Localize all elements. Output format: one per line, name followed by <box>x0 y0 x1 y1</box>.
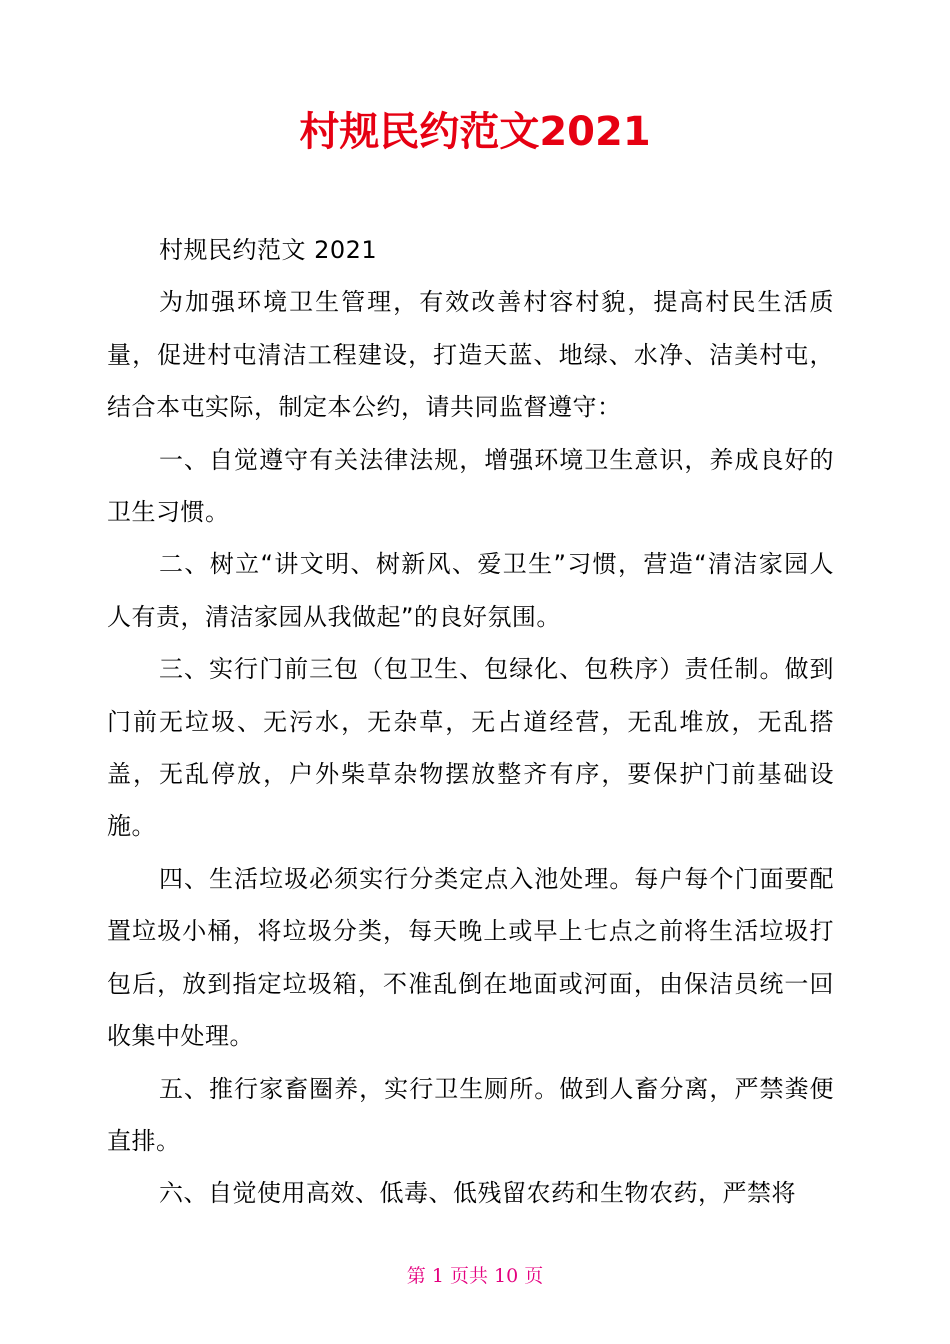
page-footer: 第 1 页共 10 页 <box>406 1265 544 1287</box>
paragraph-article-2: 二、树立“讲文明、树新风、爱卫生”习惯，营造“清洁家园人人有责，清洁家园从我做起”的良好氛围。 <box>107 550 834 631</box>
paragraph-intro: 为加强环境卫生管理，有效改善村容村貌，提高村民生活质量，促进村屯清洁工程建设，打造天蓝、地绿、水净、洁美村屯，结合本屯实际，制定本公约，请共同监督遵守： <box>107 288 834 422</box>
paragraph-article-5: 五、推行家畜圈养，实行卫生厕所。做到人畜分离，严禁粪便直排。 <box>107 1074 834 1155</box>
paragraph-article-1: 一、自觉遵守有关法律法规，增强环境卫生意识，养成良好的卫生习惯。 <box>107 445 834 527</box>
paragraph-heading: 村规民约范文 2021 <box>159 236 378 264</box>
document-body <box>107 224 834 1220</box>
paragraph-article-6: 六、自觉使用高效、低毒、低残留农药和生物农药，严禁将 <box>159 1179 796 1208</box>
paragraph-article-4: 四、生活垃圾必须实行分类定点入池处理。每户每个门面要配置垃圾小桶，将垃圾分类，每天晚上或早上七点之前将生活垃圾打包后，放到指定垃圾箱，不准乱倒在地面或河面，由保洁员统一回收集中处理。 <box>107 864 834 1051</box>
document-title: 村规民约范文2021 <box>299 109 651 155</box>
paragraph-article-3: 三、实行门前三包（包卫生、包绿化、包秩序）责任制。做到门前无垃圾、无污水，无杂草，无占道经营，无乱堆放，无乱搭盖，无乱停放，户外柴草杂物摆放整齐有序，要保护门前基础设施。 <box>107 655 834 841</box>
